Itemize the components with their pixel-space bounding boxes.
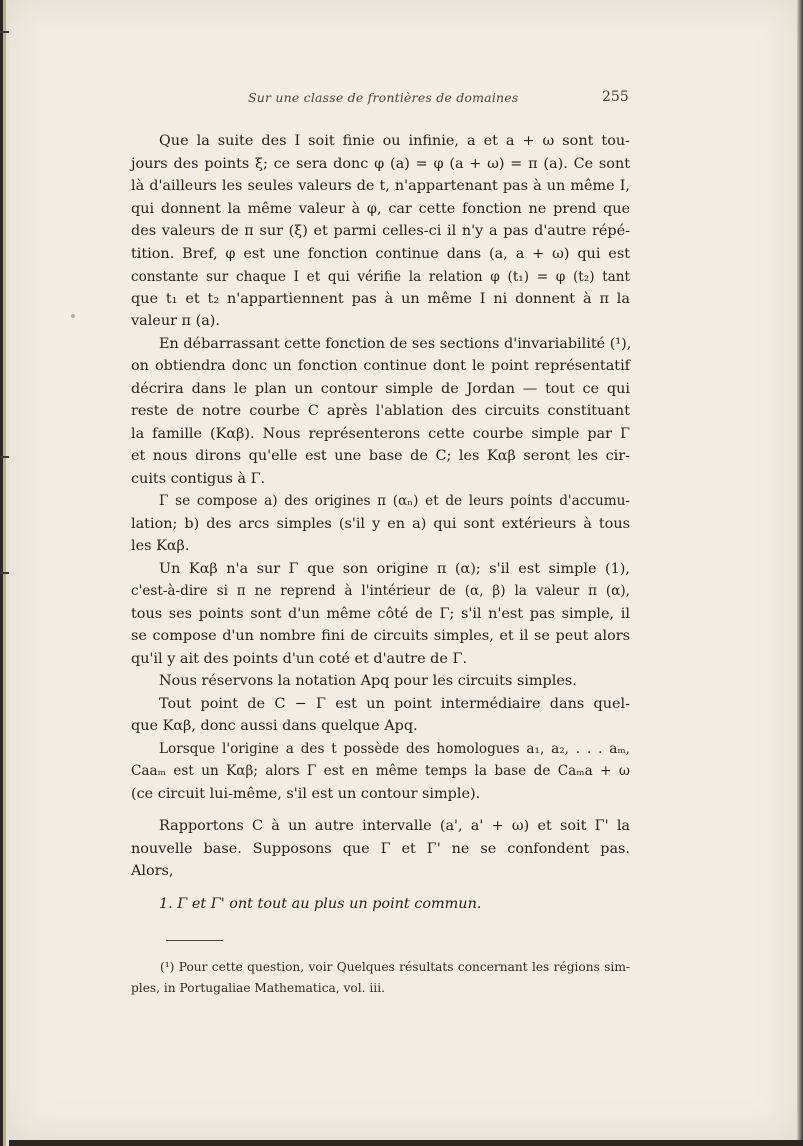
text-line: tous ses points sont d'un même côté de Γ; s'il n'est pas simple, il <box>131 606 630 622</box>
text-line: décrira dans le plan un contour simple de Jordan — tout ce qui <box>131 381 630 397</box>
footnote-line: ples, in Portugaliae Mathematica, vol. iii. <box>131 981 385 995</box>
text-line: se compose d'un nombre fini de circuits simples, et il se peut alors <box>131 628 630 644</box>
right-page-edge <box>797 0 803 1146</box>
text-line: Γ se compose a) des origines π (αₙ) et de leurs points d'accumu- <box>159 493 630 509</box>
text-line: c'est-à-dire si π ne reprend à l'intérieur de (α, β) la valeur π (α), <box>131 583 630 599</box>
proposition: 1. Γ et Γ' ont tout au plus un point commun. <box>159 896 482 912</box>
page-number: 255 <box>602 89 629 105</box>
text-line: Alors, <box>131 863 174 879</box>
text-line: lation; b) des arcs simples (s'il y en a) qui sont extérieurs à tous <box>131 516 630 532</box>
text-line: là d'ailleurs les seules valeurs de t, n'appartenant pas à un même I, <box>131 178 630 194</box>
text-line: tition. Bref, φ est une fonction continue dans (a, a + ω) qui est <box>131 246 630 262</box>
text-line: constante sur chaque I et qui vérifie la relation φ (t₁) = φ (t₂) tant <box>131 269 630 285</box>
footnote-line: (¹) Pour cette question, voir Quelques résultats concernant les régions sim- <box>160 960 630 974</box>
text-line: que Kαβ, donc aussi dans quelque Apq. <box>131 718 418 734</box>
bottom-page-edge <box>9 1140 803 1146</box>
text-line: Nous réservons la notation Apq pour les circuits simples. <box>159 673 577 689</box>
running-head: Sur une classe de frontières de domaines <box>248 90 519 105</box>
text-line: reste de notre courbe C après l'ablation des circuits constituant <box>131 403 630 419</box>
text-line: les Kαβ. <box>131 538 190 554</box>
paper-speck <box>71 314 75 318</box>
text-line: qui donnent la même valeur à φ, car cette fonction ne prend que <box>131 201 630 217</box>
text-line: Que la suite des I soit finie ou infinie, a et a + ω sont tou- <box>159 133 630 149</box>
text-line: Rapportons C à un autre intervalle (a', a' + ω) et soit Γ' la <box>159 818 630 834</box>
text-line: on obtiendra donc un fonction continue dont le point représentatif <box>131 358 630 374</box>
text-line: que t₁ et t₂ n'appartiennent pas à un même I ni donnent à π la <box>131 291 630 307</box>
text-line: qu'il y ait des points d'un coté et d'autre de Γ. <box>131 651 468 667</box>
text-line: cuits contigus à Γ. <box>131 471 266 487</box>
text-line: et nous dirons qu'elle est une base de C; les Kαβ seront les cir- <box>131 448 630 464</box>
text-line: Un Kαβ n'a sur Γ que son origine π (α); s'il est simple (1), <box>159 561 630 577</box>
text-line: (ce circuit lui-même, s'il est un contour simple). <box>131 786 481 802</box>
text-line: jours des points ξ; ce sera donc φ (a) = φ (a + ω) = π (a). Ce sont <box>131 156 630 172</box>
text-line: En débarrassant cette fonction de ses sections d'invariabilité (¹), <box>159 336 632 352</box>
text-line: nouvelle base. Supposons que Γ et Γ' ne se confondent pas. <box>131 841 630 857</box>
text-line: Tout point de C − Γ est un point intermédiaire dans quel- <box>159 696 630 712</box>
text-line: la famille (Kαβ). Nous représenterons cette courbe simple par Γ <box>131 426 630 442</box>
footnote-rule <box>166 940 223 941</box>
text-line: Lorsque l'origine a des t possède des homologues a₁, a₂, . . . aₘ, <box>159 741 630 757</box>
text-line: valeur π (a). <box>131 313 220 329</box>
text-line: Caaₘ est un Kαβ; alors Γ est en même temps la base de Caₘa + ω <box>131 763 630 779</box>
text-line: des valeurs de π sur (ξ) et parmi celles-ci il n'y a pas d'autre répé- <box>131 223 630 239</box>
